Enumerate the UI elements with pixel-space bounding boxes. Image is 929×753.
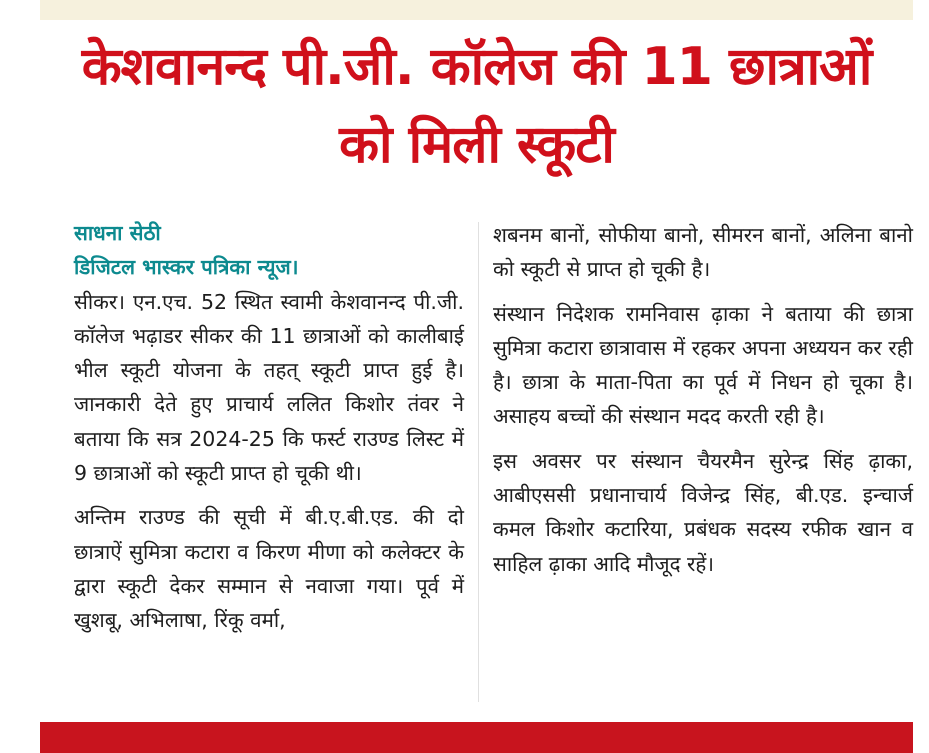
left-column	[74, 216, 464, 638]
left-paragraph-1: सीकर। एन.एच. 52 स्थित स्वामी केशवानन्द पी.जी. कॉलेज भढ़ाडर सीकर की 11 छात्राओं को कालीबाई भील स्कूटी योजना के तहत् स्कूटी प्राप्त हुई है। जानकारी देते हुए प्राचार्य ललित किशोर तंवर ने बताया कि सत्र 2024-25 कि फर्स्ट राउण्ड लिस्ट में 9 छात्राओं को स्कूटी प्राप्त हो चूकी थी।	[74, 289, 464, 486]
next-article-banner	[40, 722, 913, 753]
column-divider	[478, 222, 479, 702]
left-paragraph-2: अन्तिम राउण्ड की सूची में बी.ए.बी.एड. की दो छात्राऐं सुमित्रा कटारा व किरण मीणा को कलेक्टर के द्वारा स्कूटी देकर सम्मान से नवाजा गया। पूर्व में खुशबू, अभिलाषा, रिंकू वर्मा,	[74, 505, 464, 633]
right-paragraph-2: संस्थान निदेशक रामनिवास ढ़ाका ने बताया की छात्रा सुमित्रा कटारा छात्रावास में रहकर अपना अध्ययन कर रही है। छात्रा के माता-पिता का पूर्व में निधन हो चूका है। असाहय बच्चों की संस्थान मदद करती रही है।	[493, 301, 913, 429]
right-paragraph-1: शबनम बानों, सोफीया बानो, सीमरन बानों, अलिना बानो को स्कूटी से प्राप्त हो चूकी है।	[493, 223, 913, 282]
right-paragraph-3: इस अवसर पर संस्थान चैयरमैन सुरेन्द्र सिंह ढ़ाका, आबीएससी प्रधानाचार्य विजेन्द्र सिंह, बी.एड. इन्चार्ज कमल किशोर कटारिया, प्रबंधक सदस्य रफीक खान व साहिल ढ़ाका आदि मौजूद रहें।	[493, 448, 913, 576]
right-column	[493, 218, 913, 581]
headline-line-2: को मिली स्कूटी	[339, 115, 614, 175]
byline-source: डिजिटल भास्कर पत्रिका न्यूज।	[74, 255, 299, 280]
previous-article-strip	[40, 0, 913, 20]
headline-line-1: केशवानन्द पी.जी. कॉलेज की 11 छात्राओं	[81, 37, 872, 97]
article-headline	[40, 26, 913, 182]
byline-author: साधना सेठी	[74, 221, 161, 245]
